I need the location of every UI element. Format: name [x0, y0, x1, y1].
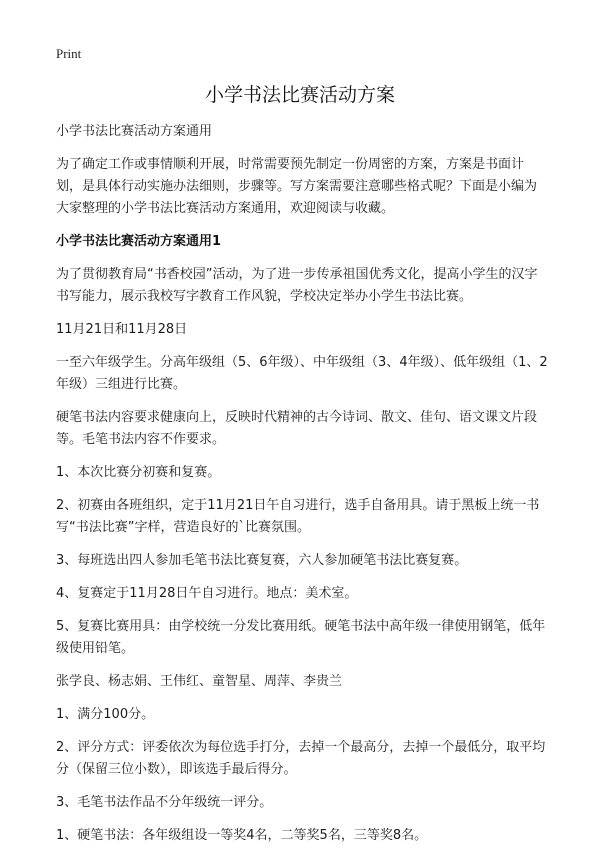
- paragraph-purpose: 为了贯彻教育局“书香校园”活动，为了进一步传承祖国优秀文化，提高小学生的汉字书写能力，展示我校写字教育工作风貌，学校决定举办小学生书法比赛。: [56, 267, 538, 304]
- paragraph-rule-4: 4、复赛定于11月28日午自习进行。地点：美术室。: [56, 586, 358, 601]
- page-title: 小学书法比赛活动方案: [204, 84, 395, 106]
- paragraph-scoring-1: 1、满分100分。: [56, 707, 155, 722]
- paragraph-content-requirements: 硬笔书法内容要求健康向上，反映时代精神的古今诗词、散文、佳句、语文课文片段等。毛笔书法内容不作要求。: [56, 410, 538, 447]
- paragraph-subtitle: 小学书法比赛活动方案通用: [56, 124, 213, 139]
- paragraph-awards-1: 1、硬笔书法：各年级组设一等奖4名，二等奖5名，三等奖8名。: [56, 828, 428, 843]
- print-link[interactable]: Print: [56, 46, 82, 61]
- paragraph-dates: 11月21日和11月28日: [56, 322, 188, 337]
- paragraph-participants: 一至六年级学生。分高年级组（5、6年级）、中年级组（3、4年级）、低年级组（1、2年级）三组进行比赛。: [56, 355, 548, 392]
- paragraph-judges: 张学良、杨志娟、王伟红、童智星、周萍、李贵兰: [56, 674, 343, 689]
- section-heading: 小学书法比赛活动方案通用1: [56, 234, 222, 249]
- paragraph-rule-2: 2、初赛由各班组织，定于11月21日午自习进行，选手自备用具。请于黑板上统一书写“书法比赛”字样，营造良好的`比赛氛围。: [56, 498, 540, 535]
- paragraph-rule-3: 3、每班选出四人参加毛笔书法比赛复赛，六人参加硬笔书法比赛复赛。: [56, 553, 468, 568]
- paragraph-scoring-3: 3、毛笔书法作品不分年级统一评分。: [56, 795, 273, 810]
- paragraph-scoring-2: 2、评分方式：评委依次为每位选手打分，去掉一个最高分，去掉一个最低分，取平均分（保留三位小数），即该选手最后得分。: [56, 740, 546, 777]
- article-body: [56, 121, 548, 858]
- paragraph-rule-1: 1、本次比赛分初赛和复赛。: [56, 465, 221, 480]
- paragraph-rule-5: 5、复赛比赛用具：由学校统一分发比赛用纸。硬笔书法中高年级一律使用钢笔，低年级使用铅笔。: [56, 619, 546, 656]
- paragraph-intro: 为了确定工作或事情顺利开展，时常需要预先制定一份周密的方案，方案是书面计划，是具体行动实施办法细则，步骤等。写方案需要注意哪些格式呢？下面是小编为大家整理的小学书法比赛活动方案通用，欢迎阅读与收藏。: [56, 157, 538, 216]
